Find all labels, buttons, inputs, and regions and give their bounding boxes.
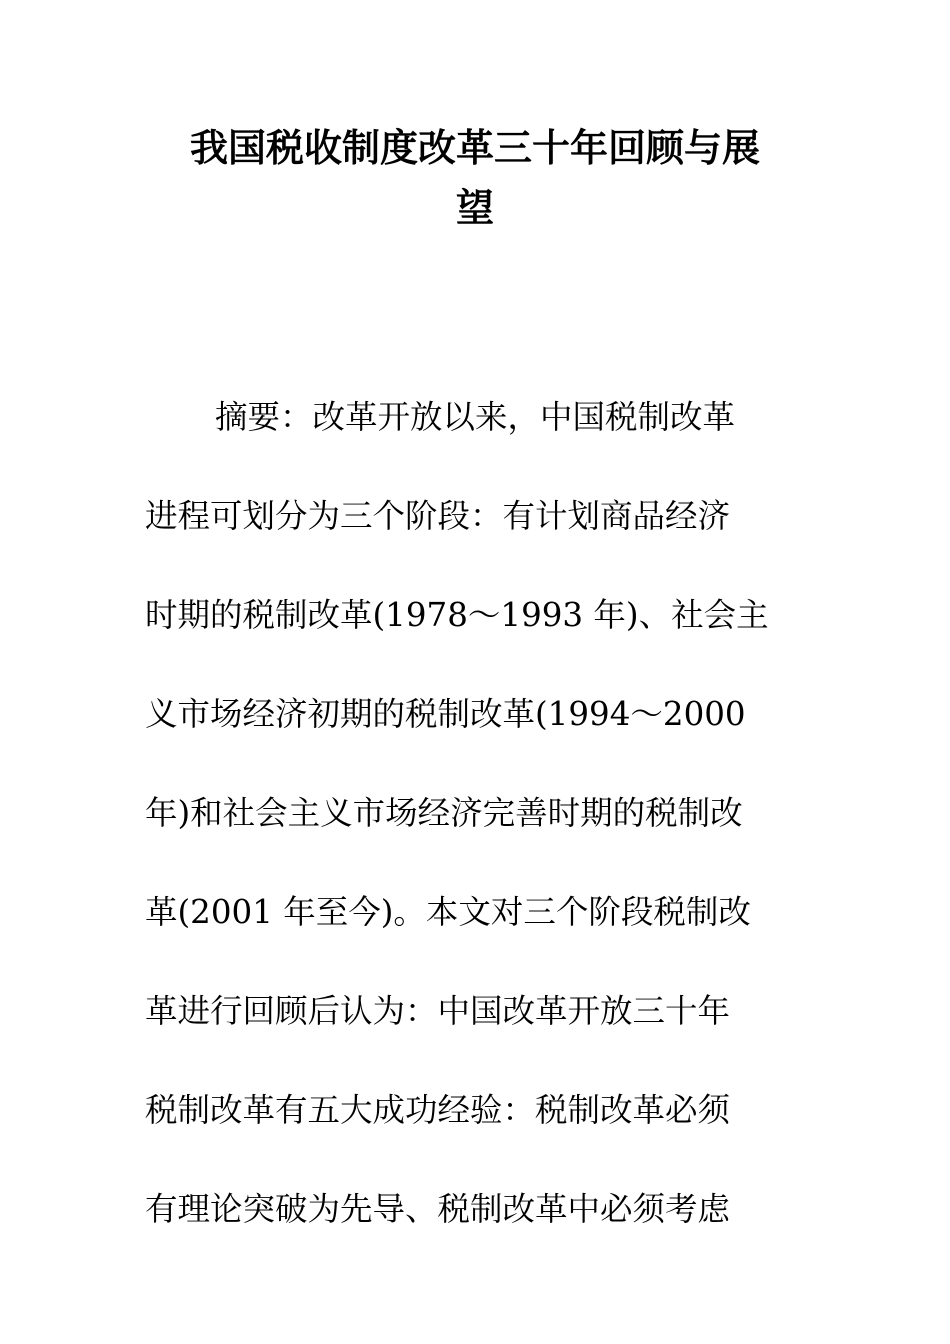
document-title xyxy=(150,118,800,238)
paragraph-line: 进程可划分为三个阶段：有计划商品经济 xyxy=(145,497,731,535)
paragraph-line: 摘要：改革开放以来，中国税制改革 xyxy=(215,398,736,436)
paragraph-line: 革进行回顾后认为：中国改革开放三十年 xyxy=(145,992,731,1030)
title-line: 望 xyxy=(455,185,494,230)
paragraph-line: 义市场经济初期的税制改革(1994～2000 xyxy=(145,695,746,733)
paragraph-line: 有理论突破为先导、税制改革中必须考虑 xyxy=(145,1190,731,1228)
paragraph-line: 税制改革有五大成功经验：税制改革必须 xyxy=(145,1091,731,1129)
paragraph-line: 革(2001 年至今)。本文对三个阶段税制改 xyxy=(145,893,751,931)
paragraph-line: 时期的税制改革(1978～1993 年)、社会主 xyxy=(145,596,769,634)
paragraph-line: 年)和社会主义市场经济完善时期的税制改 xyxy=(145,794,743,832)
abstract-paragraph xyxy=(145,368,805,1259)
title-line: 我国税收制度改革三十年回顾与展 xyxy=(189,125,760,170)
